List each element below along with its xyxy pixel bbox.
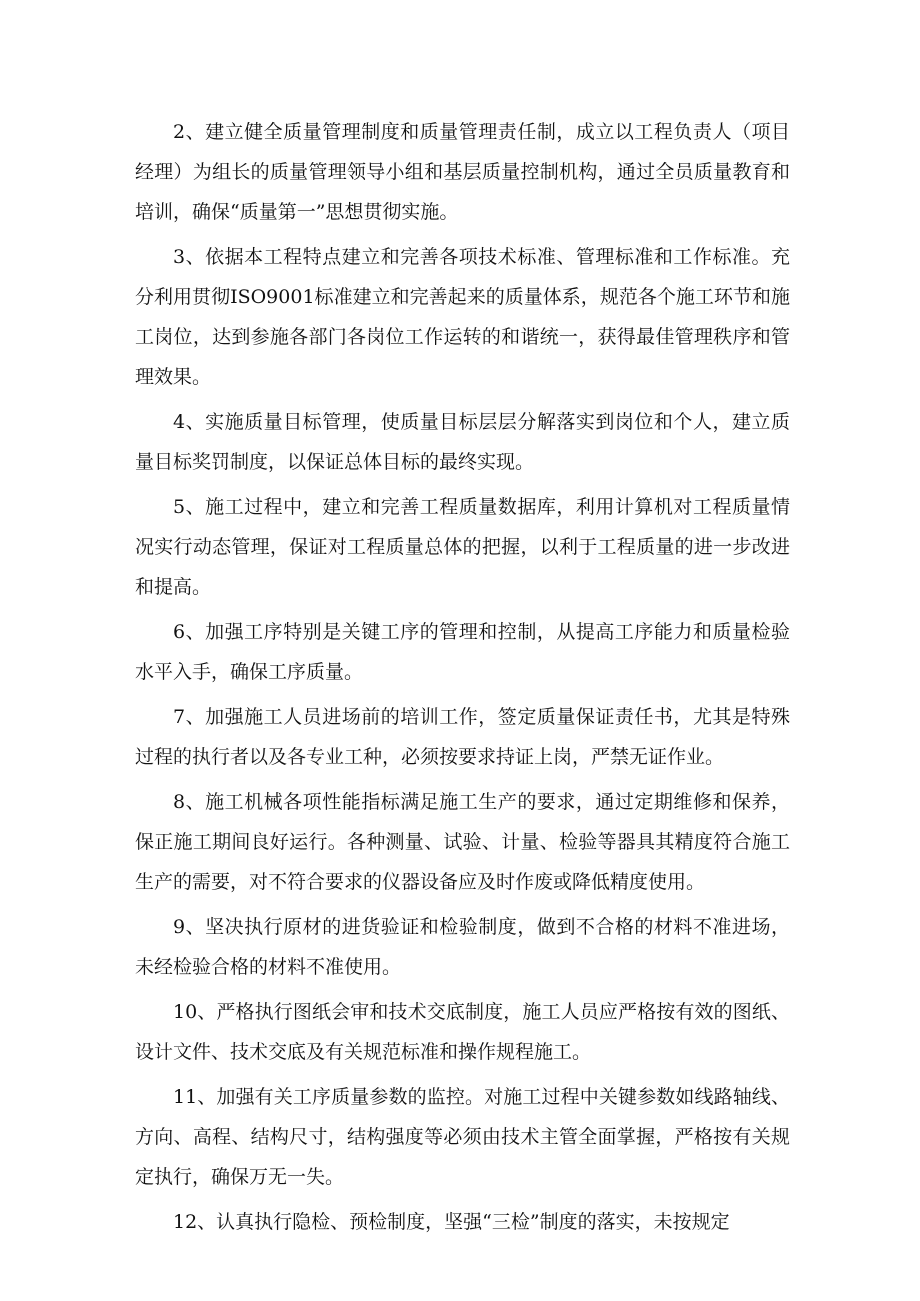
document-body (135, 112, 790, 1247)
paragraph-item-6: 6、加强工序特别是关键工序的管理和控制，从提高工序能力和质量检验水平入手，确保工序质量。 (135, 621, 790, 683)
paragraph-item-4: 4、实施质量目标管理，使质量目标层层分解落实到岗位和个人，建立质量目标奖罚制度，以保证总体目标的最终实现。 (135, 411, 790, 473)
paragraph-item-5: 5、施工过程中，建立和完善工程质量数据库，利用计算机对工程质量情况实行动态管理，保证对工程质量总体的把握，以利于工程质量的进一步改进和提高。 (135, 496, 790, 598)
paragraph-item-11: 11、加强有关工序质量参数的监控。对施工过程中关键参数如线路轴线、方向、高程、结构尺寸，结构强度等必须由技术主管全面掌握，严格按有关规定执行，确保万无一失。 (135, 1086, 790, 1188)
paragraph-item-8: 8、施工机械各项性能指标满足施工生产的要求，通过定期维修和保养，保正施工期间良好运行。各种测量、试验、计量、检验等器具其精度符合施工生产的需要，对不符合要求的仪器设备应及时作废或降低精度使用。 (135, 791, 790, 893)
paragraph-item-12: 12、认真执行隐检、预检制度，坚强“三检”制度的落实，未按规定 (173, 1211, 730, 1233)
paragraph-item-9: 9、坚决执行原材的进货验证和检验制度，做到不合格的材料不准进场，未经检验合格的材料不准使用。 (135, 916, 790, 978)
paragraph-item-3: 3、依据本工程特点建立和完善各项技术标准、管理标准和工作标准。充分利用贯彻ISO9001标准建立和完善起来的质量体系，规范各个施工环节和施工岗位，达到参施各部门各岗位工作运转的和谐统一，获得最佳管理秩序和管理效果。 (135, 246, 790, 388)
paragraph-item-10: 10、严格执行图纸会审和技术交底制度，施工人员应严格按有效的图纸、设计文件、技术交底及有关规范标准和操作规程施工。 (135, 1001, 790, 1063)
paragraph-item-7: 7、加强施工人员进场前的培训工作，签定质量保证责任书，尤其是特殊过程的执行者以及各专业工种，必须按要求持证上岗，严禁无证作业。 (135, 706, 790, 768)
paragraph-item-2: 2、建立健全质量管理制度和质量管理责任制，成立以工程负责人（项目经理）为组长的质量管理领导小组和基层质量控制机构，通过全员质量教育和培训，确保“质量第一”思想贯彻实施。 (135, 121, 790, 223)
